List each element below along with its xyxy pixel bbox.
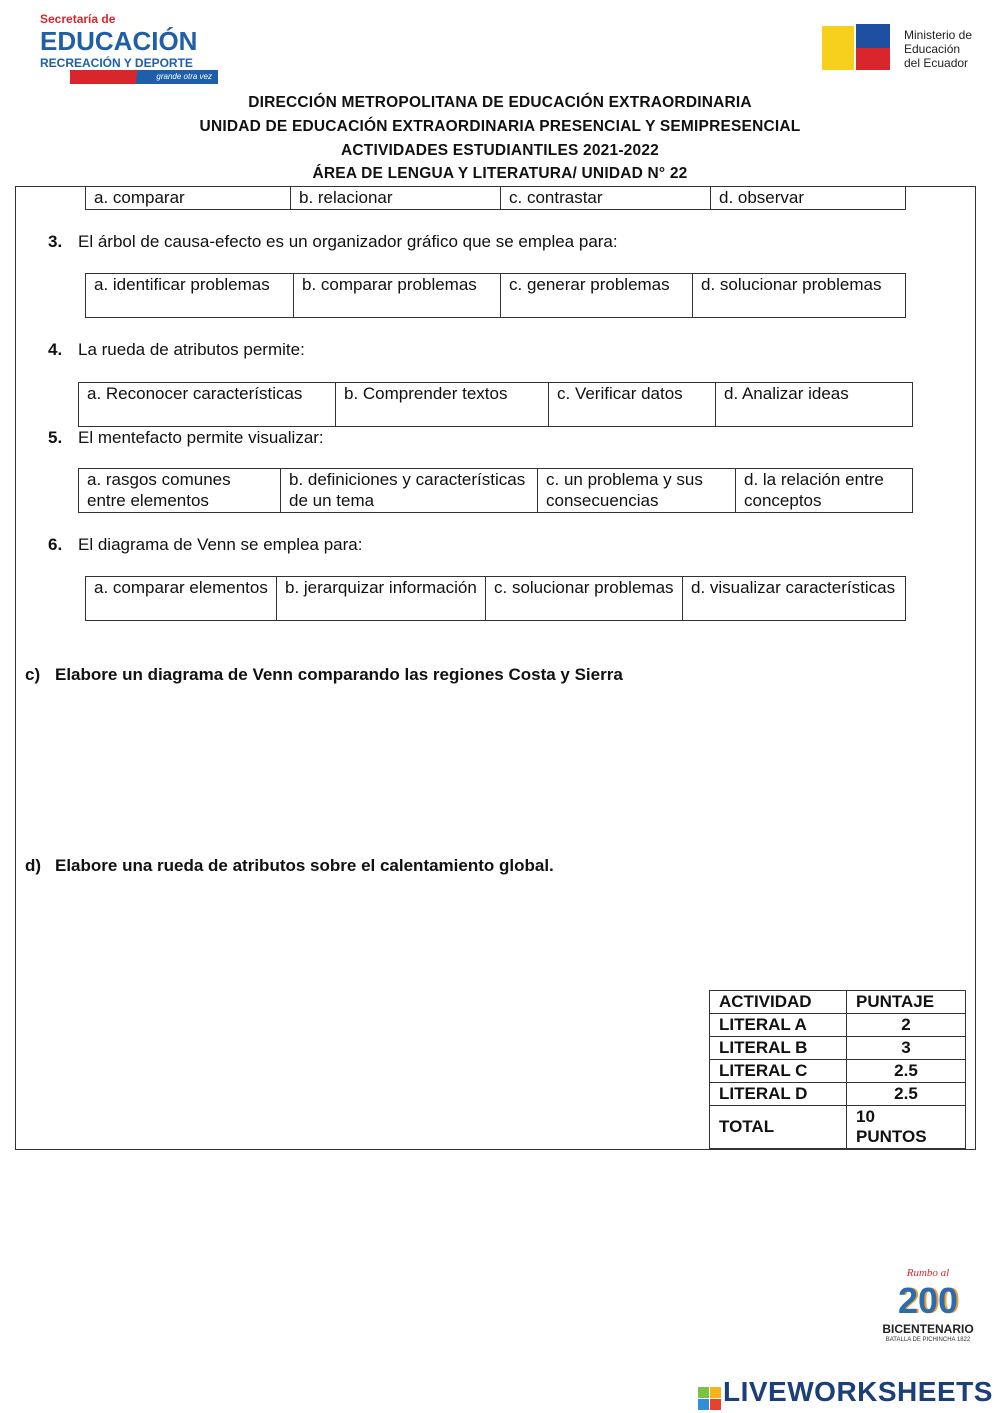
ministerio-book-icon <box>822 24 892 72</box>
option-c[interactable]: c. generar problemas <box>501 274 693 318</box>
option-a[interactable]: a. rasgos comunes entre elementos <box>79 469 281 513</box>
option-d[interactable]: d. la relación entre conceptos <box>736 469 913 513</box>
score-table <box>709 990 966 1149</box>
question-text: El árbol de causa-efecto es un organizador gráfico que se emplea para: <box>78 232 618 251</box>
activity-label: LITERAL D <box>710 1083 847 1106</box>
score-row <box>710 1106 966 1149</box>
score-value: 2.5 <box>847 1060 966 1083</box>
option-d[interactable]: d. visualizar características <box>683 577 906 621</box>
header-line: ACTIVIDADES ESTUDIANTILES 2021-2022 <box>341 142 659 159</box>
live-blocks-icon <box>698 1387 721 1410</box>
option-b[interactable]: b. relacionar <box>291 187 501 210</box>
score-row <box>710 1060 966 1083</box>
section-d-heading: d) Elabore una rueda de atributos sobre el calentamiento global. <box>25 856 554 875</box>
question-text: La rueda de atributos permite: <box>78 340 305 359</box>
logo-text: del Ecuador <box>904 56 969 70</box>
score-value: 10 PUNTOS <box>847 1106 966 1149</box>
options-table <box>85 186 906 210</box>
activity-label: LITERAL C <box>710 1060 847 1083</box>
score-row <box>710 1014 966 1037</box>
question-text: El diagrama de Venn se emplea para: <box>78 535 363 554</box>
section-c-heading: c) Elabore un diagrama de Venn comparando las regiones Costa y Sierra <box>25 665 623 684</box>
logo-text: EDUCACIÓN <box>40 26 198 56</box>
score-value: 3 <box>847 1037 966 1060</box>
logo-text: RECREACIÓN Y DEPORTE <box>40 56 193 70</box>
header-line: ÁREA DE LENGUA Y LITERATURA/ UNIDAD N° 22 <box>312 165 688 182</box>
option-d[interactable]: d. solucionar problemas <box>693 274 906 318</box>
question-number: 5. <box>48 428 63 447</box>
option-a[interactable]: a. comparar <box>86 187 291 210</box>
score-row <box>710 1037 966 1060</box>
score-value: 2.5 <box>847 1083 966 1106</box>
score-value: PUNTAJE <box>847 991 966 1014</box>
question-number: 4. <box>48 340 63 359</box>
options-table <box>78 382 913 427</box>
question-3 <box>48 232 618 252</box>
options-table <box>85 576 906 621</box>
option-d[interactable]: d. Analizar ideas <box>716 383 913 427</box>
activity-label: TOTAL <box>710 1106 847 1149</box>
header-line: UNIDAD DE EDUCACIÓN EXTRAORDINARIA PRESENCIAL Y SEMIPRESENCIAL <box>199 118 801 135</box>
option-c[interactable]: c. un problema y sus consecuencias <box>538 469 736 513</box>
logo-text: grande otra vez <box>70 70 218 84</box>
activity-label: ACTIVIDAD <box>710 991 847 1014</box>
option-b[interactable]: b. Comprender textos <box>336 383 549 427</box>
option-c[interactable]: c. Verificar datos <box>549 383 716 427</box>
header-line: DIRECCIÓN METROPOLITANA DE EDUCACIÓN EXTRAORDINARIA <box>248 94 752 111</box>
bicentenario-logo: Rumbo al 200 BICENTENARIO BATALLA DE PICHINCHA 1822 <box>882 1267 974 1343</box>
option-b[interactable]: b. definiciones y características de un tema <box>281 469 538 513</box>
score-value: 2 <box>847 1014 966 1037</box>
ministerio-logo-text <box>904 28 972 70</box>
score-row <box>710 1083 966 1106</box>
question-4 <box>48 340 305 360</box>
activity-label: LITERAL B <box>710 1037 847 1060</box>
question-number: 6. <box>48 535 63 554</box>
option-b[interactable]: b. comparar problemas <box>294 274 501 318</box>
liveworksheets-logo: LIVEWORKSHEETS <box>698 1376 993 1410</box>
logo-text: Secretaría de <box>40 12 116 26</box>
logo-text: Educación <box>904 42 961 56</box>
question-5 <box>48 428 324 448</box>
option-b[interactable]: b. jerarquizar información <box>277 577 486 621</box>
option-a[interactable]: a. identificar problemas <box>86 274 294 318</box>
option-c[interactable]: c. solucionar problemas <box>486 577 683 621</box>
question-text: El mentefacto permite visualizar: <box>78 428 324 447</box>
logo-text: Ministerio de <box>904 28 973 42</box>
question-6 <box>48 535 362 555</box>
option-d[interactable]: d. observar <box>711 187 906 210</box>
question-number: 3. <box>48 232 63 251</box>
option-a[interactable]: a. Reconocer características <box>79 383 336 427</box>
secretaria-educacion-logo <box>40 12 218 84</box>
option-c[interactable]: c. contrastar <box>501 187 711 210</box>
activity-label: LITERAL A <box>710 1014 847 1037</box>
options-table <box>78 468 913 513</box>
option-a[interactable]: a. comparar elementos <box>86 577 277 621</box>
options-table <box>85 273 906 318</box>
score-row <box>710 991 966 1014</box>
